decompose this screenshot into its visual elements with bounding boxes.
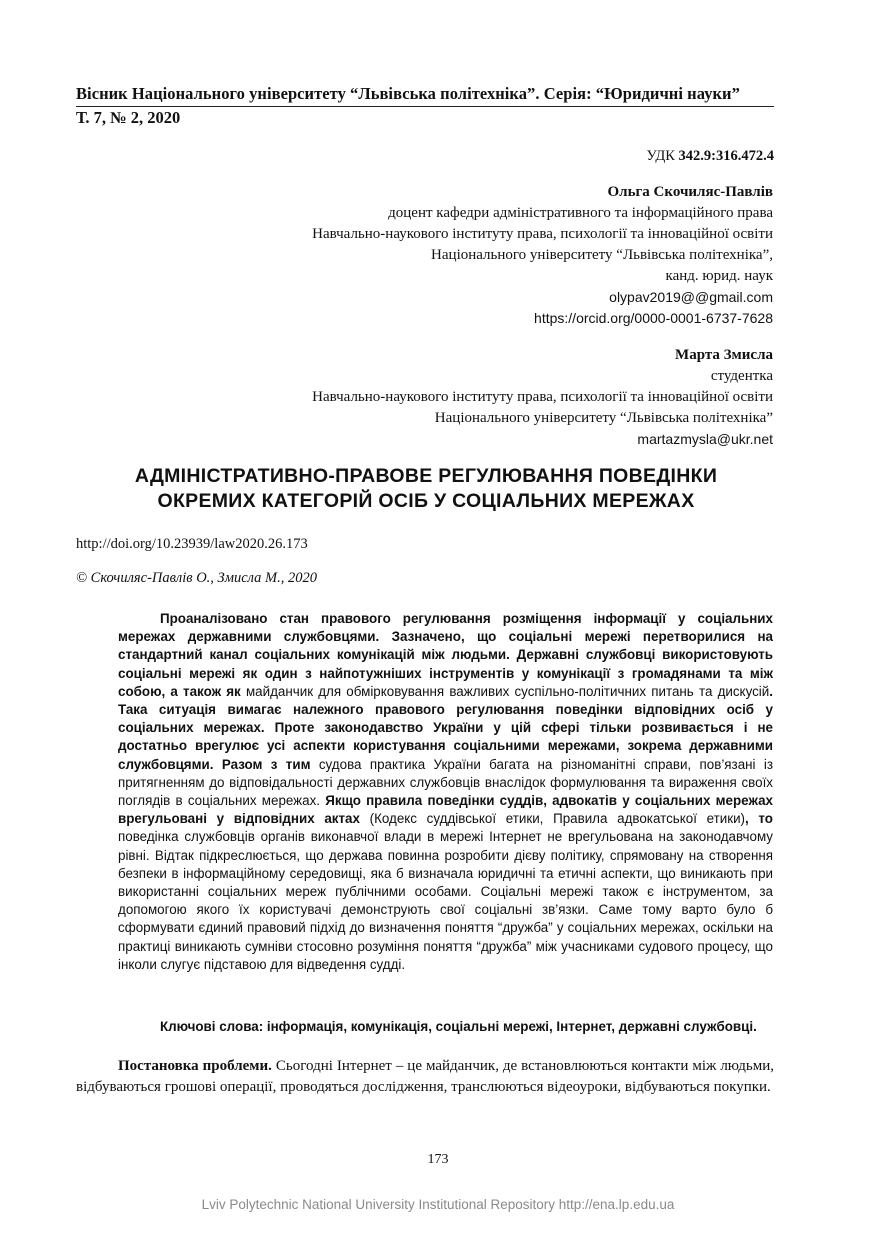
author-1-affiliation-line: Національного університету “Львівська політехніка”,	[431, 247, 773, 263]
journal-title: Вісник Національного університету “Львівська політехніка”. Серія: “Юридичні науки”	[76, 84, 774, 107]
udk-code	[647, 148, 774, 165]
author-2-affiliation-line: студентка	[710, 368, 773, 384]
author-2-name: Марта Змисла	[675, 347, 773, 363]
author-1-affiliation-line: доцент кафедри адміністративного та інформаційного права	[388, 205, 773, 221]
author-2-affiliation-line: Навчально-наукового інституту права, психології та інноваційної освіти	[312, 389, 773, 405]
abstract	[118, 610, 773, 974]
author-2-block	[312, 345, 773, 450]
abstract-part: (Кодекс суддівської етики, Правила адвокатської етики)	[359, 811, 746, 827]
journal-volume: Т. 7, № 2, 2020	[76, 108, 181, 127]
author-1-block	[312, 182, 773, 329]
body-paragraph	[76, 1056, 774, 1098]
author-1-affiliation-line: Навчально-наукового інституту права, психології та інноваційної освіти	[312, 226, 773, 242]
abstract-part: . Така ситуація вимагає належного правового регулювання поведінки відповідних осіб у соціальних мережах. Проте законодавство України у цій сфері тільки розвивається і не достатньо врегулює усі аспекти користування соціальними мережами, зокрема державними службовцями. Разом з тим	[118, 683, 773, 772]
abstract-part: поведінка службовців органів виконавчої влади в мережі Інтернет не врегульована на законодавчому рівні. Відтак підкреслюється, що держава повинна розробити дієву політику, спрямовану на створення безпеки в інформаційному середовищі, яка б визначала юридичні та етичні аспекти, що виникають при використанні соціальних мереж публічними особами. Соціальні мережі також є інструментом, за допомогою якого їх користувачі демонструють свої соціальні зв’язки. Саме тому варто було б сформувати єдиний правовий підхід до визначення поняття “дружба” у соціальних мережах, оскільки на практиці виникають сумніви стосовно розуміння поняття “дружба” між учасниками судового процесу, що інколи слугує підставою для відведення судді.	[118, 829, 773, 972]
keywords: Ключові слова: інформація, комунікація, соціальні мережі, Інтернет, державні службовці.	[160, 1019, 757, 1034]
article-title	[76, 464, 776, 514]
abstract-part: судова практика України багата на різноманітні справи, пов’язані із притягненням до відповідальності державних службовців внаслідок формулювання та вираження своїх поглядів в соціальних мережах.	[118, 756, 773, 809]
author-1-name: Ольга Скочиляс-Павлів	[607, 184, 773, 200]
article-title-line: АДМІНІСТРАТИВНО-ПРАВОВЕ РЕГУЛЮВАННЯ ПОВЕДІНКИ	[134, 465, 718, 487]
udk-label: УДК	[646, 148, 675, 164]
author-2-email[interactable]: martazmysla@ukr.net	[637, 431, 773, 447]
abstract-part: Проаналізовано стан правового регулювання розміщення інформації у соціальних мережах державними службовцями. Зазначено, що соціальні мережі перетворилися на стандартний канал соціальних комунікацій між людьми. Державні службовці використовують соціальні мережі як один з найпотужніших інструментів у комунікації з громадянами та між собою, а також як	[118, 611, 773, 699]
article-title-line: ОКРЕМИХ КАТЕГОРІЙ ОСІБ У СОЦІАЛЬНИХ МЕРЕЖАХ	[157, 490, 695, 512]
repository-footer: Lviv Polytechnic National University Institutional Repository http://ena.lp.edu.ua	[201, 1197, 675, 1212]
doi-link[interactable]: http://doi.org/10.23939/law2020.26.173	[76, 536, 308, 552]
page-number: 173	[427, 1152, 449, 1167]
author-2-affiliation-line: Національного університету “Львівська політехніка”	[434, 410, 773, 426]
author-1-email[interactable]: olypav2019@@gmail.com	[609, 289, 773, 305]
author-1-degree: канд. юрид. наук	[665, 268, 773, 284]
copyright-notice: © Скочиляс-Павлів О., Змисла М., 2020	[76, 570, 317, 586]
section-heading: Постановка проблеми.	[118, 1058, 272, 1074]
author-1-orcid[interactable]: https://orcid.org/0000-0001-6737-7628	[534, 310, 773, 326]
udk-number: 342.9:316.472.4	[678, 148, 774, 164]
abstract-part: Якщо правила поведінки суддів, адвокатів у соціальних мережах врегульовані у відповідних актах	[118, 793, 773, 827]
body-text: Сьогодні Інтернет – це майданчик, де встановлюються контакти між людьми, відбуваються грошові операції, проводяться дослідження, транслюються відеоуроки, відбуваються покупки.	[76, 1058, 774, 1095]
abstract-part: , то	[745, 811, 773, 827]
abstract-part: майданчик для обмірковування важливих суспільно-політичних питань та дискусій	[245, 683, 770, 699]
